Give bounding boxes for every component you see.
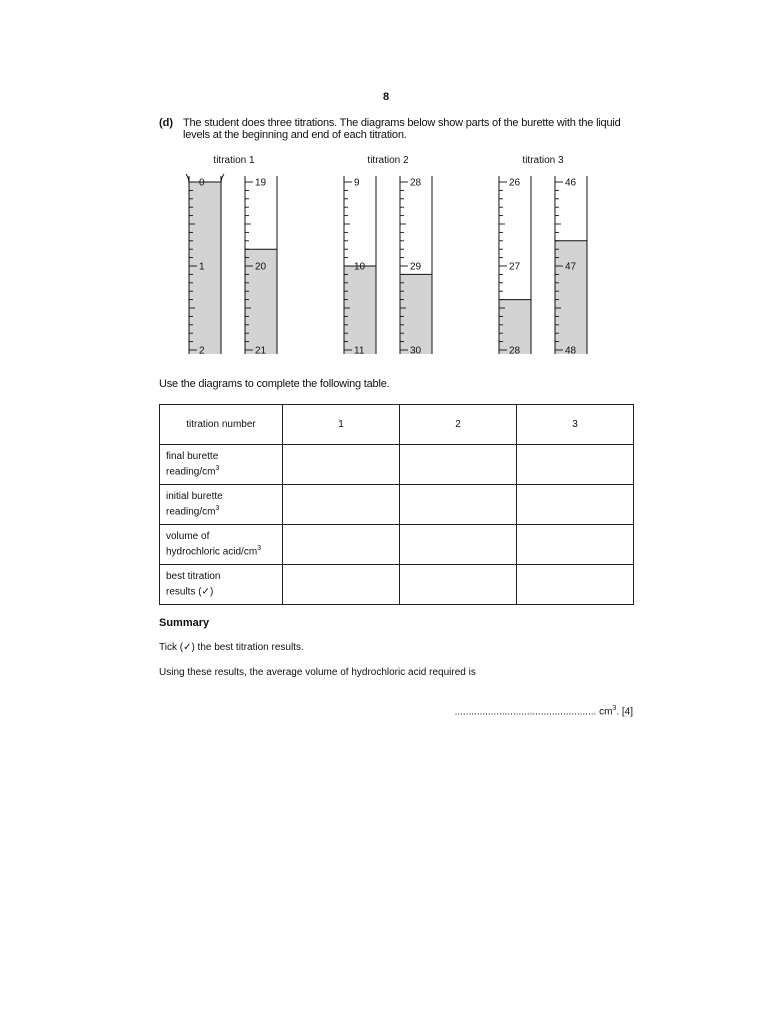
burette-1-initial-label: 1: [199, 261, 205, 273]
header-titration-number: titration number: [160, 405, 283, 445]
results-table: [159, 404, 634, 605]
table-row-initial: [160, 485, 634, 525]
summary-heading: Summary: [159, 617, 210, 629]
burette-3-final-label: 47: [565, 261, 577, 273]
table-row-best: [160, 565, 634, 605]
burette-2-final-label: 28: [410, 177, 422, 189]
titration-2-label: titration 2: [367, 155, 409, 166]
burette-3-final-label: 48: [565, 345, 577, 357]
answer-cell-final-1[interactable]: [283, 445, 400, 485]
answer-cell-initial-1[interactable]: [283, 485, 400, 525]
burette-1-initial-top-curve-left: [186, 174, 189, 184]
answer-cell-volume-2[interactable]: [400, 525, 517, 565]
answer-cell-final-2[interactable]: [400, 445, 517, 485]
average-volume-prompt: Using these results, the average volume of hydrochloric acid required is: [159, 667, 476, 678]
answer-dots[interactable]: ...................................................: [454, 706, 597, 718]
table-instruction: Use the diagrams to complete the following table.: [159, 378, 390, 390]
row-label-initial: initial burette reading/$cm^3$: [160, 485, 283, 525]
answer-cell-final-3[interactable]: [517, 445, 634, 485]
burette-2-final-liquid: [400, 274, 432, 354]
burette-3-final-label: 46: [565, 177, 577, 189]
header-col-2: 2: [400, 405, 517, 445]
answer-cell-volume-3[interactable]: [517, 525, 634, 565]
burette-3-initial-label: 28: [509, 345, 521, 357]
burette-1-final-label: 21: [255, 345, 267, 357]
burette-3-initial-label: 26: [509, 177, 521, 189]
burette-1-initial-top-curve-right: [221, 174, 224, 184]
answer-marks: . [4]: [616, 706, 633, 718]
burette-1-final-label: 19: [255, 177, 267, 189]
answer-unit: cm: [596, 706, 613, 718]
burette-2-final-label: 29: [410, 261, 422, 273]
burette-2-initial-liquid: [344, 266, 376, 354]
table-header-row: [160, 405, 634, 445]
page-number: 8: [382, 91, 390, 103]
answer-cell-best-2[interactable]: [400, 565, 517, 605]
answer-cell-best-1[interactable]: [283, 565, 400, 605]
titration-1-label: titration 1: [213, 155, 255, 166]
burette-1-initial-label: 2: [199, 345, 205, 357]
answer-cell-volume-1[interactable]: [283, 525, 400, 565]
burette-1-initial-label: 0: [199, 177, 205, 189]
burette-2-final-label: 30: [410, 345, 422, 357]
answer-cell-best-3[interactable]: [517, 565, 634, 605]
question-label: (d): [159, 117, 174, 129]
table-row-volume: [160, 525, 634, 565]
burette-diagrams: [0, 0, 768, 380]
row-label-volume: volume of hydrochloric acid/$cm^3$: [160, 525, 283, 565]
burette-2-initial-label: 10: [354, 261, 366, 273]
row-label-best: best titration results (✓): [160, 565, 283, 605]
titration-3-label: titration 3: [522, 155, 564, 166]
table-row-final: [160, 445, 634, 485]
tick-instruction: Tick (✓) the best titration results.: [159, 642, 304, 653]
burette-3-initial-label: 27: [509, 261, 521, 273]
burette-1-final-label: 20: [255, 261, 267, 273]
burette-2-initial-label: 9: [354, 177, 360, 189]
header-col-3: 3: [517, 405, 634, 445]
answer-line[interactable]: [440, 705, 633, 717]
burette-1-initial-liquid: [189, 182, 221, 354]
burette-3-final-liquid: [555, 241, 587, 354]
header-col-1: 1: [283, 405, 400, 445]
answer-cell-initial-2[interactable]: [400, 485, 517, 525]
answer-unit-sup: 3: [612, 705, 617, 712]
row-label-final: final burette reading/$cm^3$: [160, 445, 283, 485]
answer-cell-initial-3[interactable]: [517, 485, 634, 525]
burette-2-initial-label: 11: [354, 345, 365, 357]
question-text: The student does three titrations. The diagrams below show parts of the burette with the liquid levels at the beginning and end of each titration.: [183, 117, 621, 141]
